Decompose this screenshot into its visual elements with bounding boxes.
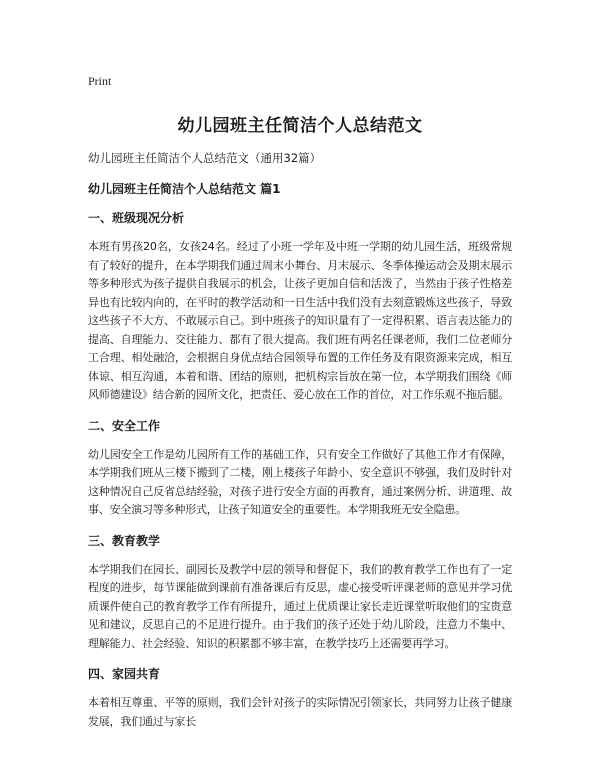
section-body-home-school: 本着相互尊重、平等的原则，我们会针对孩子的实际情况引领家长，共同努力让孩子健康发展，我们通过与家长 xyxy=(88,696,512,728)
section-heading-class-status: 一、班级现况分析 xyxy=(88,211,185,225)
section-heading-teaching: 三、教育教学 xyxy=(88,533,161,548)
print-link[interactable]: Print xyxy=(88,74,112,88)
article-heading: 幼儿园班主任简洁个人总结范文 篇1 xyxy=(88,182,281,196)
section-body-class-status: 本班有男孩20名，女孩24名。经过了小班一学年及中班一学期的幼儿园生活，班级常规有了较好的提升，在本学期我们通过周末小舞台、月末展示、冬季体操运动会及期末展示等多种形式为孩子提供自我展示的机会，让孩子更加自信和活泼了，当然由于孩子性格差异也有比较内向的，在平时的教学活动和一日生活中我们没有去刻意锻炼这些孩子，导致这些孩子不大方、不敢展示自己。到中班孩子的知识量有了一定得积累、语言表达能力的提高、自理能力、交往能力、都有了很大提高。我们班有两名任课老师，我们二位老师分工合理、相处融洽，会根据自身优点结合园领导布置的工作任务及有限资源来完成，相互体谅、相互沟通，本着和谐、团结的原则，把机构宗旨放在第一位，本学期我们围绕《师风师德建设》结合新的园所文化，把责任、爱心放在工作的首位，对工作乐观不拖后腿。 xyxy=(88,240,512,401)
section-body-teaching: 本学期我们在园长、副园长及教学中层的领导和督促下，我们的教育教学工作也有了一定程度的进步，每节课能做到课前有准备课后有反思，虚心接受听评课老师的意见并学习优质课件使自己的教育教学工作有所提升，通过上优质课让家长走近课堂听取他们的宝贵意见和建议，反思自己的不足进行提升。由于我们的孩子还处于幼儿阶段，注意力不集中、理解能力、社会经验、知识的积累都不够丰富，在教学技巧上还需要再学习。 xyxy=(88,562,512,650)
section-body-safety: 幼儿园安全工作是幼儿园所有工作的基础工作，只有安全工作做好了其他工作才有保障，本学期我们班从三楼下搬到了二楼，刚上楼孩子年龄小、安全意识不够强，我们及时针对这种情况自己反省总结经验，对孩子进行安全方面的再教育，通过案例分析、讲道理、故事、安全演习等多种形式，让孩子知道安全的重要性。本学期我班无安全隐患。 xyxy=(88,447,512,516)
section-heading-home-school: 四、家园共育 xyxy=(88,667,161,681)
document-subtitle: 幼儿园班主任简洁个人总结范文（通用32篇） xyxy=(88,151,322,165)
section-heading-safety: 二、安全工作 xyxy=(88,418,161,433)
page-title: 幼儿园班主任简洁个人总结范文 xyxy=(177,116,423,136)
